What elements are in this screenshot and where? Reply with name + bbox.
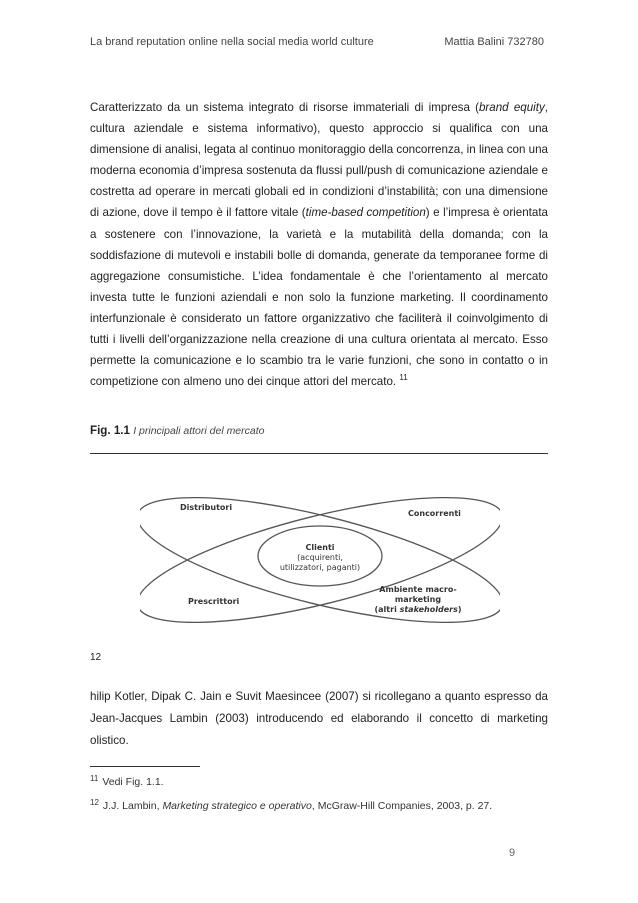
paragraph-1-emphasis-time-based: time-based competition <box>305 206 426 220</box>
page-number: 9 <box>509 847 516 859</box>
footnote-12-mark: 12 <box>90 797 99 807</box>
label-ambiente-line-2: marketing <box>394 595 442 604</box>
figure-number: Fig. 1.1 <box>90 424 130 437</box>
label-clienti: Clienti <box>305 543 335 552</box>
paragraph-2 <box>90 686 548 752</box>
label-ambiente-close: ) <box>457 605 462 614</box>
footnote-12-author: J.J. Lambin, <box>102 800 163 812</box>
footnote-rule <box>90 766 200 767</box>
paragraph-2-text: hilip Kotler, Dipak C. Jain e Suvit Maesincee (2007) si ricollegano a quanto espresso da Jean-Jacques Lambin (2003) introducendo ed elaborando il concetto di marketing olistico. <box>90 690 548 747</box>
footnote-11 <box>90 773 164 788</box>
footnote-12 <box>90 797 493 812</box>
label-prescrittori: Prescrittori <box>188 597 240 606</box>
footnote-11-mark: 11 <box>90 773 99 783</box>
label-ambiente-open: (altri <box>374 605 400 614</box>
label-distributori: Distributori <box>180 503 233 512</box>
paragraph-1-part-3: ) e l’impresa è orientata a sostenere con l’innovazione, la varietà e la mutabilità della domanda; con la soddisfazione di mutevoli e instabili bolle di domanda, generate da temporanee forme di aggregazione consumistiche. L’idea fondamentale è che l’orientamento al mercato investa tutte le funzioni aziendali e non solo la funzione marketing. Il coordinamento interfunzionale è considerato un fattore organizzativo che faciliterà il coinvolgimento di tutti i livelli dell’organizzazione nella creazione di una cultura orientata al mercato. Esso permette la comunicazione e lo scambio tra le varie funzioni, che sono in contatto o in competizione con almeno uno dei cinque attori del mercato. <box>90 206 548 389</box>
figure-footnote-ref-12: 12 <box>90 652 102 663</box>
label-clienti-line-3: utilizzatori, paganti) <box>279 563 361 572</box>
figure-title: I principali attori del mercato <box>133 425 265 437</box>
label-ambiente-stakeholders: stakeholders <box>399 605 458 614</box>
paragraph-1 <box>90 97 548 392</box>
paragraph-1-part-1: Caratterizzato da un sistema integrato di risorse immateriali di impresa ( <box>90 101 479 114</box>
figure-rule <box>90 453 548 454</box>
footnote-12-publisher: , McGraw-Hill Companies, 2003, p. 27. <box>311 800 493 812</box>
running-header-title: La brand reputation online nella social media world culture <box>90 36 374 48</box>
footnote-11-text: Vedi Fig. 1.1. <box>102 776 164 788</box>
label-ambiente-line-3 <box>375 605 462 614</box>
figure-caption <box>90 424 265 437</box>
label-concorrenti: Concorrenti <box>408 509 461 518</box>
footnote-12-book-title: Marketing strategico e operativo <box>162 800 312 812</box>
running-header-author: Mattia Balini 732780 <box>444 36 544 48</box>
paragraph-1-part-2: , cultura aziendale e sistema informativo), questo approccio si qualifica con una dimensione di analisi, legata al continuo monitoraggio della concorrenza, in linea con una moderna economia d’impresa sostenuta da flussi pull/push di comunicazione aziendale e costretta ad operare in mercati globali ed in condizioni d’instabilità; con una dimensione di azione, dove il tempo è il fattore vitale ( <box>90 101 548 220</box>
market-actors-diagram <box>140 468 500 648</box>
paragraph-1-emphasis-brand-equity: brand equity <box>478 101 545 114</box>
label-ambiente-line-1: Ambiente macro- <box>379 585 457 594</box>
label-clienti-line-2: (acquirenti, <box>297 553 343 562</box>
footnote-ref-11[interactable]: 11 <box>399 373 408 383</box>
